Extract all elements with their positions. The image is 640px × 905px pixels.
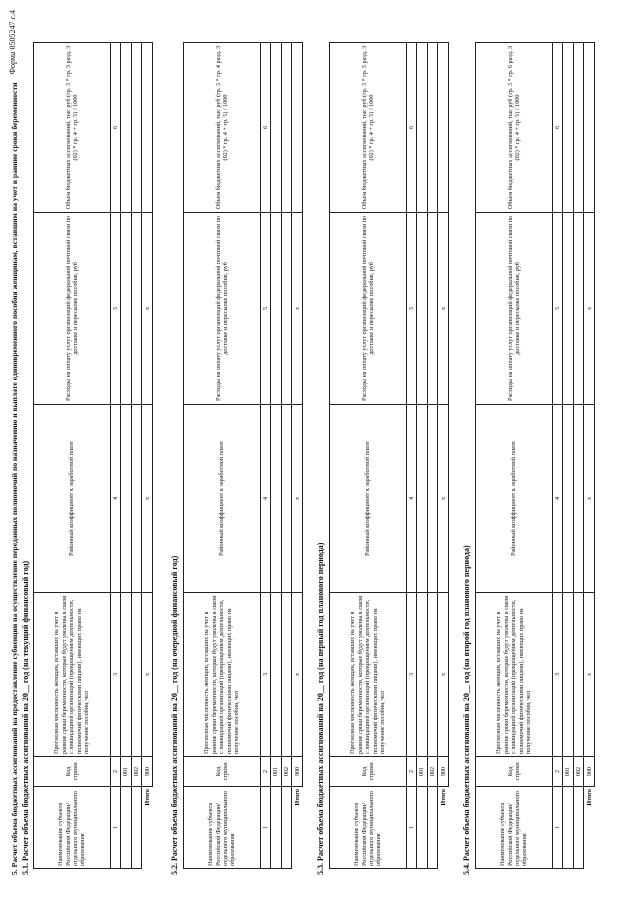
col-header-region: Наименование субъекта Российской Федерации/ отдельного муниципального образования bbox=[184, 787, 261, 869]
row-code: 001 bbox=[417, 757, 427, 787]
col-number: 4 bbox=[261, 405, 271, 593]
total-x: x bbox=[292, 213, 303, 405]
total-code: 900 bbox=[438, 757, 449, 787]
col-header-volume: Объем бюджетных ассигнований, тыс руб (гр. 3 * гр. 4 разд. 3 (02) * гр. 4 + гр. 5) / 1000 bbox=[184, 43, 261, 213]
total-x: x bbox=[438, 593, 449, 757]
total-x: x bbox=[584, 593, 595, 757]
col-number: 2 bbox=[261, 757, 271, 787]
table-row bbox=[427, 43, 437, 869]
col-header-coef: Районный коэффициент к заработной плате bbox=[34, 405, 111, 593]
col-number: 3 bbox=[261, 593, 271, 757]
section-table-4 bbox=[475, 42, 595, 869]
table-row bbox=[573, 43, 583, 869]
col-number: 3 bbox=[553, 593, 563, 757]
col-number: 3 bbox=[111, 593, 121, 757]
col-number: 5 bbox=[407, 213, 417, 405]
total-label: Итого bbox=[142, 787, 153, 869]
col-number: 6 bbox=[407, 43, 417, 213]
col-number: 5 bbox=[261, 213, 271, 405]
col-header-count: Прогнозная численность женщин, вставших на учет в ранние сроки беременности, которые будут уволены в связи с ликвидацией организаций (прекращением деятельности, полномочий физическими лицами), имеющих право на получение пособия, чел bbox=[34, 593, 111, 757]
col-number: 1 bbox=[111, 787, 121, 869]
col-number: 2 bbox=[553, 757, 563, 787]
col-header-postal: Расходы на оплату услуг организаций федеральной почтовой связи по доставке и пересылке пособия, руб bbox=[476, 213, 553, 405]
col-header-postal: Расходы на оплату услуг организаций федеральной почтовой связи по доставке и пересылке пособия, руб bbox=[330, 213, 407, 405]
total-code: 900 bbox=[292, 757, 303, 787]
col-number: 1 bbox=[261, 787, 271, 869]
total-x: x bbox=[292, 593, 303, 757]
total-x: x bbox=[584, 213, 595, 405]
col-number: 5 bbox=[553, 213, 563, 405]
col-header-count: Прогнозная численность женщин, вставших на учет в ранние сроки беременности, которые будут уволены в связи с ликвидацией организаций (прекращением деятельности, полномочий физическими лицами), имеющих право на получение пособия, чел bbox=[184, 593, 261, 757]
main-title: 5. Расчет объема бюджетных ассигнований на предоставление субвенции на осуществление переданных полномочий по назначению и выплате единовременного пособия женщинам, вставшим на учет в ранние сроки беременности bbox=[10, 82, 19, 875]
total-code: 900 bbox=[142, 757, 153, 787]
col-header-code: Код строки bbox=[34, 757, 111, 787]
total-label: Итого bbox=[438, 787, 449, 869]
total-code: 900 bbox=[584, 757, 595, 787]
col-header-volume: Объем бюджетных ассигнований, тыс руб (гр. 3 * гр. 3 разд. 3 (02) * гр. 4 + гр. 5) / 1000 bbox=[34, 43, 111, 213]
total-row bbox=[292, 43, 303, 869]
col-header-postal: Расходы на оплату услуг организаций федеральной почтовой связи по доставке и пересылке пособия, руб bbox=[184, 213, 261, 405]
col-number: 6 bbox=[111, 43, 121, 213]
table-row bbox=[281, 43, 291, 869]
total-x: x bbox=[584, 405, 595, 593]
table-row bbox=[271, 43, 281, 869]
total-x: x bbox=[142, 405, 153, 593]
total-x: x bbox=[438, 213, 449, 405]
col-number: 2 bbox=[111, 757, 121, 787]
col-number: 6 bbox=[261, 43, 271, 213]
table-row bbox=[417, 43, 427, 869]
col-number: 4 bbox=[407, 405, 417, 593]
total-x: x bbox=[292, 405, 303, 593]
col-number: 2 bbox=[407, 757, 417, 787]
total-row bbox=[584, 43, 595, 869]
total-label: Итого bbox=[584, 787, 595, 869]
row-code: 001 bbox=[271, 757, 281, 787]
row-code: 002 bbox=[573, 757, 583, 787]
table-row bbox=[563, 43, 573, 869]
total-label: Итого bbox=[292, 787, 303, 869]
section-title-1: 5.1. Расчет объема бюджетных ассигнований на 20__ год (на текущий финансовый год) bbox=[21, 560, 30, 875]
section-table-1 bbox=[33, 42, 153, 869]
section-title-3: 5.3. Расчет объема бюджетных ассигнований на 20__ год (на первый год планового периода) bbox=[316, 542, 325, 875]
total-row bbox=[438, 43, 449, 869]
col-header-postal: Расходы на оплату услуг организаций федеральной почтовой связи по доставке и пересылке пособия, руб bbox=[34, 213, 111, 405]
total-row bbox=[142, 43, 153, 869]
form-code: Форма 0505247 с.4 bbox=[8, 10, 17, 75]
col-number: 6 bbox=[553, 43, 563, 213]
col-header-coef: Районный коэффициент к заработной плате bbox=[184, 405, 261, 593]
col-header-coef: Районный коэффициент к заработной плате bbox=[330, 405, 407, 593]
table-row bbox=[121, 43, 131, 869]
total-x: x bbox=[142, 593, 153, 757]
total-x: x bbox=[438, 405, 449, 593]
section-table-3 bbox=[329, 42, 449, 869]
row-code: 002 bbox=[281, 757, 291, 787]
table-row bbox=[131, 43, 141, 869]
section-title-4: 5.4. Расчет объема бюджетных ассигнований на 20__ год (на второй год планового периода) bbox=[462, 545, 471, 875]
col-header-region: Наименование субъекта Российской Федерации/ отдельного муниципального образования bbox=[34, 787, 111, 869]
row-code: 002 bbox=[427, 757, 437, 787]
col-header-count: Прогнозная численность женщин, вставших на учет в ранние сроки беременности, которые будут уволены в связи с ликвидацией организаций (прекращением деятельности, полномочий физическими лицами), имеющих право на получение пособия, чел bbox=[476, 593, 553, 757]
row-code: 001 bbox=[563, 757, 573, 787]
section-title-2: 5.2. Расчет объема бюджетных ассигнований на 20__ год (на очередной финансовый год) bbox=[170, 555, 179, 875]
row-code: 001 bbox=[121, 757, 131, 787]
col-number: 1 bbox=[553, 787, 563, 869]
col-header-volume: Объем бюджетных ассигнований, тыс руб (гр. 3 * гр. 6 разд. 3 (02) * гр. 4 + гр. 5) / 1000 bbox=[476, 43, 553, 213]
col-header-code: Код строки bbox=[184, 757, 261, 787]
col-header-volume: Объем бюджетных ассигнований, тыс руб (гр. 3 * гр. 5 разд. 3 (02) * гр. 4 + гр. 5) / 1000 bbox=[330, 43, 407, 213]
col-header-code: Код строки bbox=[330, 757, 407, 787]
col-header-region: Наименование субъекта Российской Федерации/ отдельного муниципального образования bbox=[476, 787, 553, 869]
total-x: x bbox=[142, 213, 153, 405]
col-header-coef: Районный коэффициент к заработной плате bbox=[476, 405, 553, 593]
col-header-region: Наименование субъекта Российской Федерации/ отдельного муниципального образования bbox=[330, 787, 407, 869]
col-number: 4 bbox=[553, 405, 563, 593]
col-number: 3 bbox=[407, 593, 417, 757]
col-number: 1 bbox=[407, 787, 417, 869]
col-number: 5 bbox=[111, 213, 121, 405]
col-header-code: Код строки bbox=[476, 757, 553, 787]
col-number: 4 bbox=[111, 405, 121, 593]
row-code: 002 bbox=[131, 757, 141, 787]
section-table-2 bbox=[183, 42, 303, 869]
col-header-count: Прогнозная численность женщин, вставших на учет в ранние сроки беременности, которые будут уволены в связи с ликвидацией организаций (прекращением деятельности, полномочий физическими лицами), имеющих право на получение пособия, чел bbox=[330, 593, 407, 757]
